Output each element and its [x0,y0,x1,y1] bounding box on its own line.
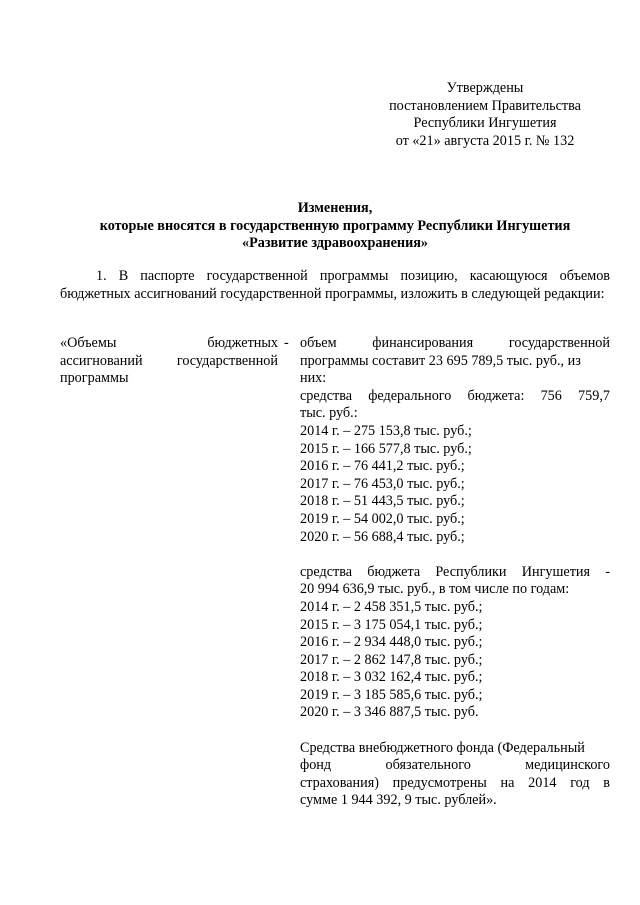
word: 759,7 [578,387,610,404]
fund-line [300,775,610,793]
word: фонд [300,757,332,774]
position-label-line [60,353,278,371]
year-amount-line: 2015 г. – 166 577,8 тыс. руб.; [300,440,472,457]
word: бюджета [367,563,421,580]
word: средства [300,387,353,404]
position-label-word: ассигнований [60,352,143,369]
year-amount-line: 2017 г. – 2 862 147,8 тыс. руб.; [300,651,483,668]
year-amount-line: 2016 г. – 2 934 448,0 тыс. руб.; [300,634,483,651]
year-amount-line: 2020 г. – 56 688,4 тыс. руб.; [300,528,465,545]
word: средства [300,563,353,580]
year-amount-line: 2020 г. – 3 346 887,5 тыс. руб. [300,704,479,721]
word: предусмотрены [392,774,487,791]
fund-line: Средства внебюджетного фонда (Федеральный [300,739,585,756]
word: страхования) [300,774,379,791]
position-value [300,335,610,810]
word: год [570,774,590,791]
word: 2014 [528,774,557,791]
year-amount-line: 2015 г. – 3 175 054,1 тыс. руб.; [300,616,483,633]
year-amount-line: 2019 г. – 54 002,0 тыс. руб.; [300,510,465,527]
regional-line [300,564,610,582]
word: Ингушетия [521,563,591,580]
federal-years-list [300,423,610,546]
year-amount-line: 2016 г. – 76 441,2 тыс. руб.; [300,458,465,475]
total-line [300,335,610,353]
separator-dash: - [284,335,289,351]
federal-line [300,388,610,406]
fund-line [300,757,610,775]
word: - [605,563,610,580]
word: бюджета: [467,387,525,404]
word: 756 [540,387,562,404]
position-label [60,335,278,388]
regional-line: 20 994 636,9 тыс. руб., в том числе по годам: [300,581,570,598]
word: государственной [508,335,610,351]
word: финансирования [372,335,474,351]
total-line: них: [300,370,327,387]
title-line: «Развитие здравоохранения» [241,235,429,252]
title-line: Изменения, [297,200,373,216]
word: в [603,774,610,791]
title-line: которые вносятся в государственную программу Республики Ингушетия [99,217,571,234]
year-amount-line: 2019 г. – 3 185 585,6 тыс. руб.; [300,686,483,703]
approval-line: Республики Ингушетия [413,115,557,132]
position-label-word: «Объемы [60,335,117,351]
position-label-line [60,335,278,353]
federal-line: тыс. руб.: [300,405,358,422]
year-amount-line: 2014 г. – 275 153,8 тыс. руб.; [300,422,472,439]
word: медицинского [525,757,610,774]
spacer [300,722,610,740]
word: федерального [368,387,452,404]
regional-years-list [300,599,610,722]
position-label-line: программы [60,370,129,387]
approval-line: Утверждены [446,80,524,96]
word: Республики [435,563,507,580]
year-amount-line: 2014 г. – 2 458 351,5 тыс. руб.; [300,598,483,615]
position-label-word: государственной [176,352,278,369]
total-line: программы составит 23 695 789,5 тыс. руб., из [300,352,581,369]
position-label-word: бюджетных [207,335,278,351]
document-title [60,200,610,253]
spacer [300,546,610,564]
approval-line: постановлением Правительства [389,97,581,114]
intro-paragraph: 1. В паспорте государственной программы позицию, касающуюся объемов бюджетных ассигнований государственной программы, изложить в следующей редакции: [60,268,610,302]
word: объем [300,335,337,351]
approval-date-line: от «21» августа 2015 г. № 132 [395,132,575,149]
year-amount-line: 2018 г. – 51 443,5 тыс. руб.; [300,493,465,510]
word: обязательного [385,757,471,774]
year-amount-line: 2018 г. – 3 032 162,4 тыс. руб.; [300,669,483,686]
fund-line: сумме 1 944 392, 9 тыс. рублей». [300,792,497,809]
word: на [500,774,515,791]
year-amount-line: 2017 г. – 76 453,0 тыс. руб.; [300,475,465,492]
approval-block [380,80,590,150]
